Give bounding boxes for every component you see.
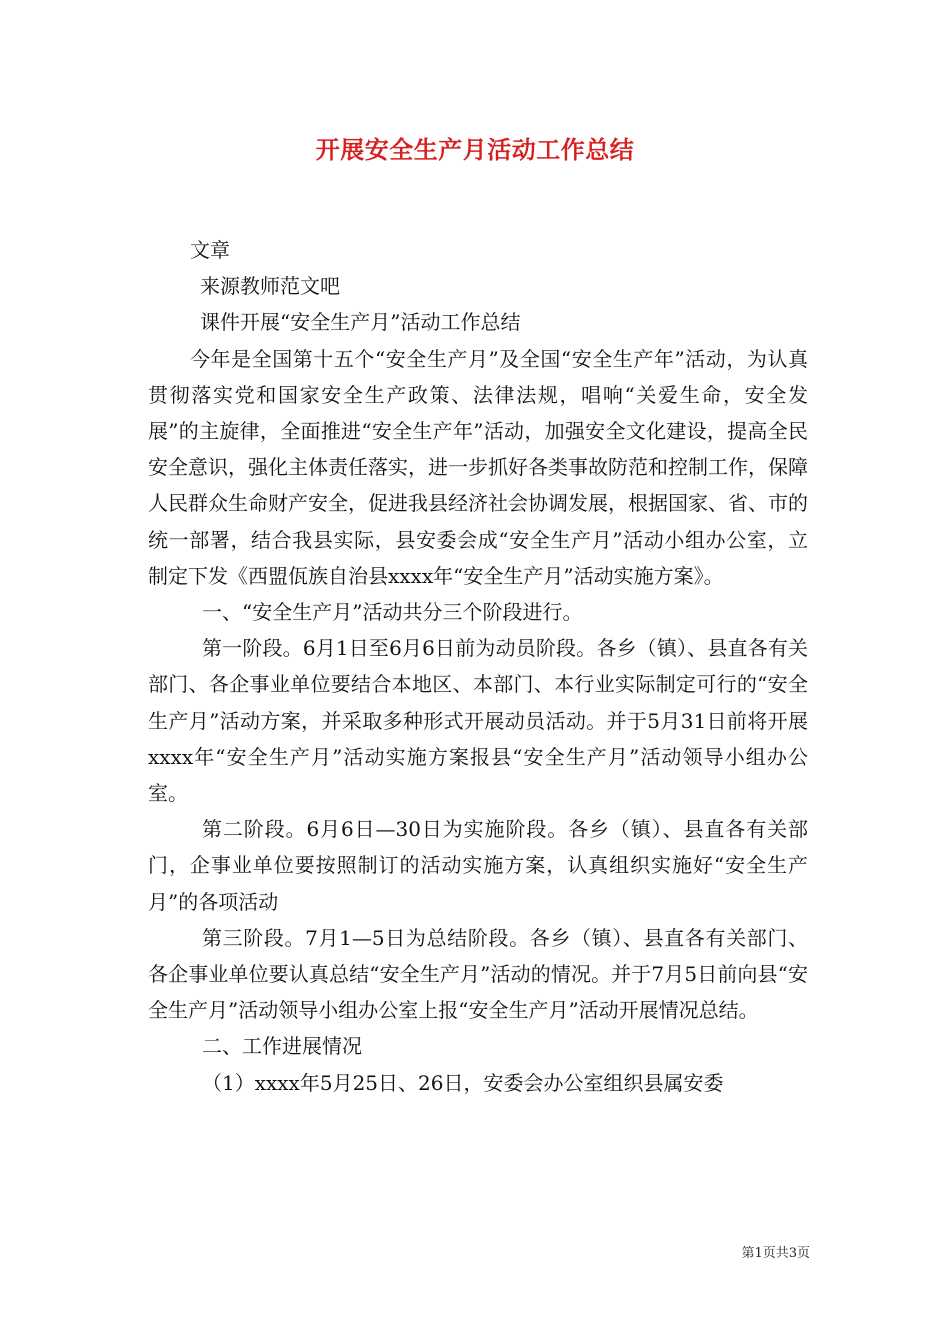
- meta-line-source: 来源教师范文吧: [200, 274, 340, 299]
- page-title: 开展安全生产月活动工作总结: [315, 135, 635, 164]
- section-heading-progress: 二、工作进展情况: [202, 1034, 362, 1059]
- paragraph-stage-1: 第一阶段。6月1日至6月6日前为动员阶段。各乡（镇）、县直各有关部门、各企事业单位要结合本地区、本部门、本行业实际制定可行的“安全生产月”活动方案，并采取多种形式开展动员活动。并于5月31日前将开展xxxx年“安全生产月”活动实施方案报县“安全生产月”活动领导小组办公室。: [148, 636, 808, 806]
- page-number: 第1页共3页: [741, 1246, 810, 1261]
- meta-line-article: 文章: [190, 238, 230, 262]
- section-heading-stages: 一、“安全生产月”活动共分三个阶段进行。: [202, 600, 583, 625]
- paragraph-stage-3: 第三阶段。7月1—5日为总结阶段。各乡（镇）、县直各有关部门、各企事业单位要认真总结“安全生产月”活动的情况。并于7月5日前向县“安全生产月”活动领导小组办公室上报“安全生产月”活动开展情况总结。: [148, 925, 808, 1023]
- paragraph-progress-1: （1）xxxx年5月25日、26日，安委会办公室组织县属安委: [202, 1070, 724, 1095]
- paragraph-stage-2: 第二阶段。6月6日—30日为实施阶段。各乡（镇）、县直各有关部门，企事业单位要按照制订的活动实施方案，认真组织实施好“安全生产月”的各项活动: [148, 817, 808, 914]
- document-body: [148, 232, 808, 1101]
- paragraph-intro: 今年是全国第十五个“安全生产月”及全国“安全生产年”活动，为认真贯彻落实党和国家安全生产政策、法律法规，唱响“关爱生命，安全发展”的主旋律，全面推进“安全生产年”活动，加强安全文化建设，提高全民安全意识，强化主体责任落实，进一步抓好各类事故防范和控制工作，保障人民群众生命财产安全，促进我县经济社会协调发展，根据国家、省、市的统一部署，结合我县实际，县安委会成“安全生产月”活动小组办公室，立制定下发《西盟佤族自治县xxxx年“安全生产月”活动实施方案》。: [148, 346, 808, 588]
- meta-line-subtitle: 课件开展“安全生产月”活动工作总结: [200, 310, 521, 335]
